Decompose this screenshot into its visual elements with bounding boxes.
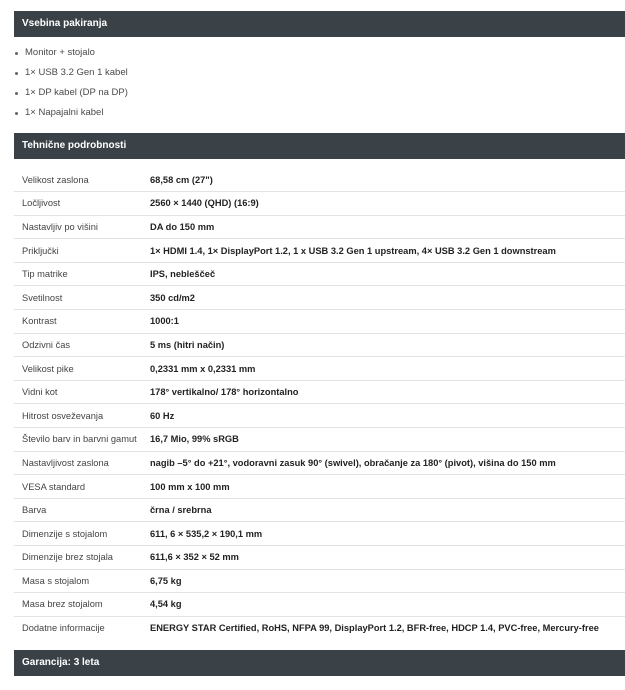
product-details <box>14 11 625 676</box>
spec-label: Vidni kot <box>14 380 150 404</box>
spec-value: 100 mm x 100 mm <box>150 475 625 499</box>
list-item-text: 1× DP kabel (DP na DP) <box>25 87 128 98</box>
spec-label: Dimenzije brez stojala <box>14 546 150 570</box>
table-row <box>14 262 625 286</box>
spec-label: Priključki <box>14 239 150 263</box>
table-row <box>14 404 625 428</box>
bullet-icon <box>15 112 18 115</box>
package-contents-list <box>14 43 625 123</box>
list-item-text: 1× USB 3.2 Gen 1 kabel <box>25 67 128 78</box>
spec-label: Velikost zaslona <box>14 168 150 192</box>
list-item <box>14 83 625 103</box>
table-row <box>14 239 625 263</box>
spec-label: Masa brez stojalom <box>14 593 150 617</box>
table-row <box>14 451 625 475</box>
spec-label: Kontrast <box>14 310 150 334</box>
table-row <box>14 333 625 357</box>
spec-label: Nastavljiv po višini <box>14 215 150 239</box>
table-row <box>14 286 625 310</box>
spec-label: Ločljivost <box>14 192 150 216</box>
table-row <box>14 569 625 593</box>
spec-label: Svetilnost <box>14 286 150 310</box>
spec-value: 350 cd/m2 <box>150 286 625 310</box>
table-row <box>14 593 625 617</box>
package-contents-list-box <box>14 37 625 133</box>
list-item-text: 1× Napajalni kabel <box>25 107 104 118</box>
table-row <box>14 380 625 404</box>
spec-label: Odzivni čas <box>14 333 150 357</box>
spec-label: Dodatne informacije <box>22 623 105 634</box>
spec-value: DA do 150 mm <box>150 215 625 239</box>
table-row <box>14 310 625 334</box>
list-item <box>14 43 625 63</box>
spec-value: 4,54 kg <box>150 593 625 617</box>
spec-label: Nastavljivost zaslona <box>14 451 150 475</box>
table-row <box>14 616 625 640</box>
table-row <box>14 522 625 546</box>
bullet-icon <box>15 72 18 75</box>
list-item <box>14 103 625 123</box>
spec-value: 2560 × 1440 (QHD) (16:9) <box>150 192 625 216</box>
table-row <box>14 192 625 216</box>
spec-label: Tip matrike <box>14 262 150 286</box>
table-row <box>14 475 625 499</box>
spec-label: Velikost pike <box>14 357 150 381</box>
spec-value: 0,2331 mm x 0,2331 mm <box>150 357 625 381</box>
spec-value: 1× HDMI 1.4, 1× DisplayPort 1.2, 1 x USB 3.2 Gen 1 upstream, 4× USB 3.2 Gen 1 downstream <box>150 239 625 263</box>
spec-value: 611,6 × 352 × 52 mm <box>150 546 625 570</box>
table-row <box>14 357 625 381</box>
spec-value: 611, 6 × 535,2 × 190,1 mm <box>150 522 625 546</box>
spec-label: Število barv in barvni gamut <box>14 428 150 452</box>
tech-specs-header: Tehnične podrobnosti <box>14 133 625 159</box>
package-contents-header: Vsebina pakiranja <box>14 11 625 37</box>
bullet-icon <box>15 92 18 95</box>
spec-value: 178° vertikalno/ 178° horizontalno <box>150 380 625 404</box>
table-row <box>14 546 625 570</box>
tech-specs-table <box>14 168 625 640</box>
table-row <box>14 498 625 522</box>
spec-value: 60 Hz <box>150 404 625 428</box>
list-item-text: Monitor + stojalo <box>25 47 95 58</box>
spec-value: 1000:1 <box>150 310 625 334</box>
spec-value: 6,75 kg <box>150 569 625 593</box>
bullet-icon <box>15 52 18 55</box>
spec-value: 5 ms (hitri način) <box>150 333 625 357</box>
spec-label: Hitrost osveževanja <box>14 404 150 428</box>
spec-value: črna / srebrna <box>150 498 625 522</box>
table-row <box>14 428 625 452</box>
spec-label: Dimenzije s stojalom <box>14 522 150 546</box>
spec-label: VESA standard <box>14 475 150 499</box>
spec-value: nagib –5° do +21°, vodoravni zasuk 90° (swivel), obračanje za 180° (pivot), višina do 150 mm <box>150 451 625 475</box>
warranty-header: Garancija: 3 leta <box>14 650 625 676</box>
list-item <box>14 63 625 83</box>
spec-value: ENERGY STAR Certified, RoHS, NFPA 99, DisplayPort 1.2, BFR-free, HDCP 1.4, PVC-free, Mercury-free <box>150 623 599 634</box>
spec-value: IPS, nebleščeč <box>150 262 625 286</box>
table-row <box>14 215 625 239</box>
spec-value: 16,7 Mio, 99% sRGB <box>150 428 625 452</box>
tech-specs-body <box>14 168 625 640</box>
table-row <box>14 168 625 192</box>
spec-label: Masa s stojalom <box>14 569 150 593</box>
spec-value: 68,58 cm (27") <box>150 168 625 192</box>
spec-label: Barva <box>14 498 150 522</box>
